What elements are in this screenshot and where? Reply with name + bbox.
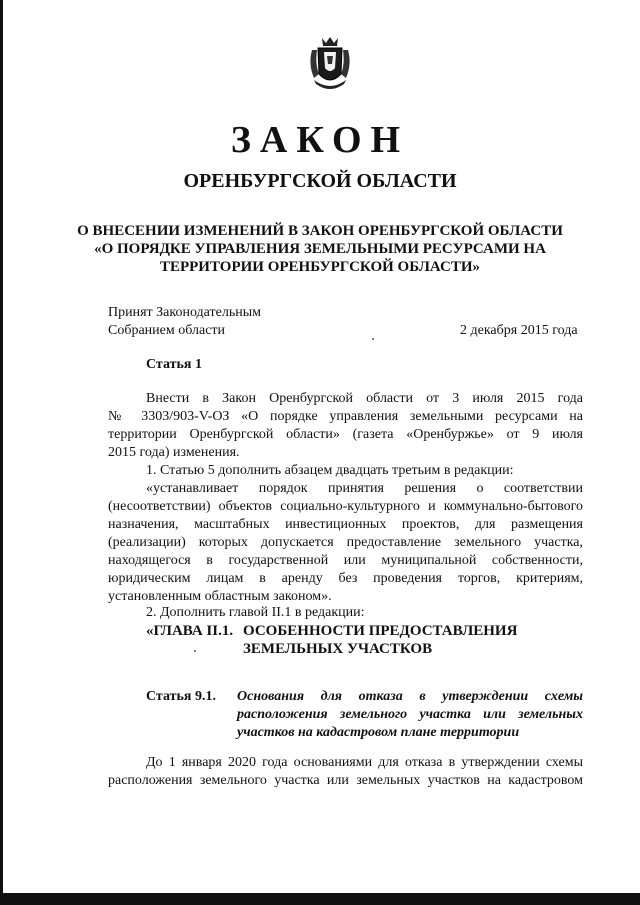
chapter-title-line: ОСОБЕННОСТИ ПРЕДОСТАВЛЕНИЯ — [243, 623, 518, 639]
quote-line: «устанавливает порядок принятия решения о соответствии — [146, 481, 583, 496]
article-9-1-title-line: расположения земельного участка или земельных — [237, 707, 583, 722]
article-9-1-label: Статья 9.1. — [146, 689, 216, 704]
item-1: 1. Статью 5 дополнить абзацем двадцать третьим в редакции: — [146, 463, 514, 478]
scan-edge-bottom — [0, 893, 640, 905]
adopted-by-line-2: Собранием области — [108, 323, 226, 338]
quote-line: юридическим лицам в аренду без проведения торгов, критериям, — [108, 571, 583, 586]
adopted-by-line-1: Принят Законодательным — [108, 305, 261, 320]
chapter-label: «ГЛАВА II.1. — [146, 623, 234, 639]
chapter-title-line: ЗЕМЕЛЬНЫХ УЧАСТКОВ — [243, 641, 433, 657]
document-title: ЗАКОН — [230, 119, 410, 161]
article-9-1-title-line: Основания для отказа в утверждении схемы — [237, 689, 583, 704]
quote-line: (несоответствии) объектов социально-культурного и коммунально-бытового — [108, 499, 583, 514]
law-heading — [0, 222, 640, 276]
quote-line: (реализации) которых допускается предоставление земельного участка, — [108, 535, 583, 550]
coat-of-arms-icon — [300, 34, 360, 94]
scan-speck — [372, 338, 374, 340]
para1-line: 2015 года) изменения. — [108, 445, 240, 460]
article-1-heading: Статья 1 — [146, 357, 202, 372]
adoption-date: 2 декабря 2015 года — [460, 323, 578, 338]
final-para-line: До 1 января 2020 года основаниями для отказа в утверждении схемы — [146, 755, 583, 770]
quote-line: находящегося в государственной или муниципальной собственности, — [108, 553, 583, 568]
scan-speck — [194, 650, 196, 652]
para1-line: № 3303/903-V-ОЗ «О порядке управления земельными ресурсами на — [108, 409, 583, 424]
heading-line: ТЕРРИТОРИИ ОРЕНБУРГСКОЙ ОБЛАСТИ» — [159, 259, 481, 275]
para1-line: Внести в Закон Оренбургской области от 3 июля 2015 года — [146, 391, 583, 406]
para1-line: территории Оренбургской области» (газета «Оренбуржье» от 9 июля — [108, 427, 583, 442]
final-para-line: расположения земельного участка или земельных участков на кадастровом — [108, 773, 583, 788]
item-2: 2. Дополнить главой II.1 в редакции: — [146, 605, 365, 620]
quote-line: установленным областным законом». — [108, 589, 332, 604]
document-subtitle: ОРЕНБУРГСКОЙ ОБЛАСТИ — [183, 170, 457, 192]
article-9-1-title-line: участков на кадастровом плане территории — [237, 725, 520, 740]
heading-line: О ВНЕСЕНИИ ИЗМЕНЕНИЙ В ЗАКОН ОРЕНБУРГСКОЙ ОБЛАСТИ — [77, 223, 563, 239]
quote-line: назначения, масштабных инвестиционных проектов, для размещения — [108, 517, 583, 532]
heading-line: «О ПОРЯДКЕ УПРАВЛЕНИЯ ЗЕМЕЛЬНЫМИ РЕСУРСАМИ НА — [94, 241, 546, 257]
